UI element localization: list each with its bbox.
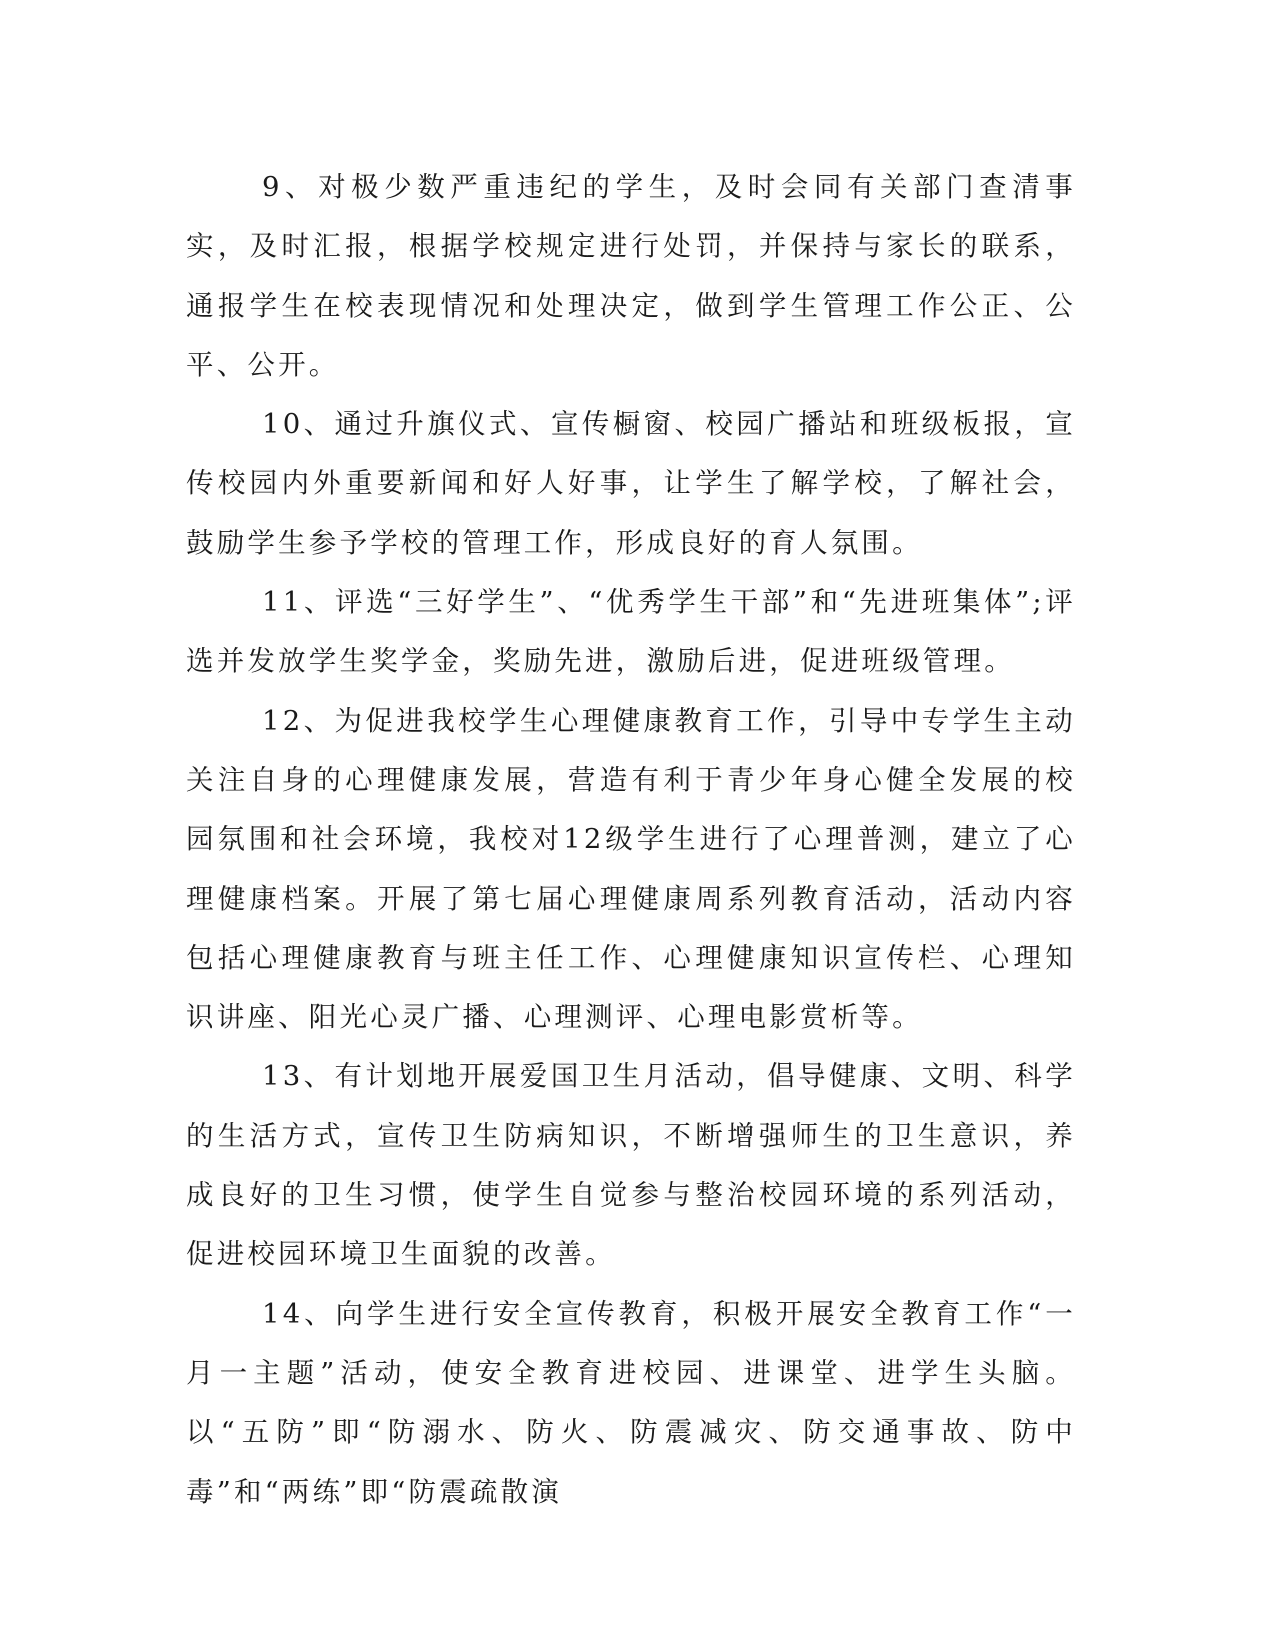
paragraph-14: 14、向学生进行安全宣传教育，积极开展安全教育工作“一月一主题”活动，使安全教育进校园、进课堂、进学生头脑。以“五防”即“防溺水、防火、防震减灾、防交通事故、防中毒”和“两练”即“防震疏散演 xyxy=(186,1297,1076,1508)
paragraph-10: 10、通过升旗仪式、宣传橱窗、校园广播站和班级板报，宣传校园内外重要新闻和好人好事，让学生了解学校，了解社会，鼓励学生参予学校的管理工作，形成良好的育人氛围。 xyxy=(186,408,1076,559)
paragraph-12: 12、为促进我校学生心理健康教育工作，引导中专学生主动关注自身的心理健康发展，营造有利于青少年身心健全发展的校园氛围和社会环境，我校对12级学生进行了心理普测，建立了心理健康档案。开展了第七届心理健康周系列教育活动，活动内容包括心理健康教育与班主任工作、心理健康知识宣传栏、心理知识讲座、阳光心灵广播、心理测评、心理电影赏析等。 xyxy=(186,704,1076,1034)
paragraph-9: 9、对极少数严重违纪的学生，及时会同有关部门查清事实，及时汇报，根据学校规定进行处罚，并保持与家长的联系，通报学生在校表现情况和处理决定，做到学生管理工作公正、公平、公开。 xyxy=(186,171,1076,381)
document-body xyxy=(186,158,1076,1522)
paragraph-11: 11、评选“三好学生”、“优秀学生干部”和“先进班集体”;评选并发放学生奖学金，奖励先进，激励后进，促进班级管理。 xyxy=(186,586,1076,678)
paragraph-13: 13、有计划地开展爱国卫生月活动，倡导健康、文明、科学的生活方式，宣传卫生防病知识，不断增强师生的卫生意识，养成良好的卫生习惯，使学生自觉参与整治校园环境的系列活动，促进校园环境卫生面貌的改善。 xyxy=(186,1060,1076,1271)
